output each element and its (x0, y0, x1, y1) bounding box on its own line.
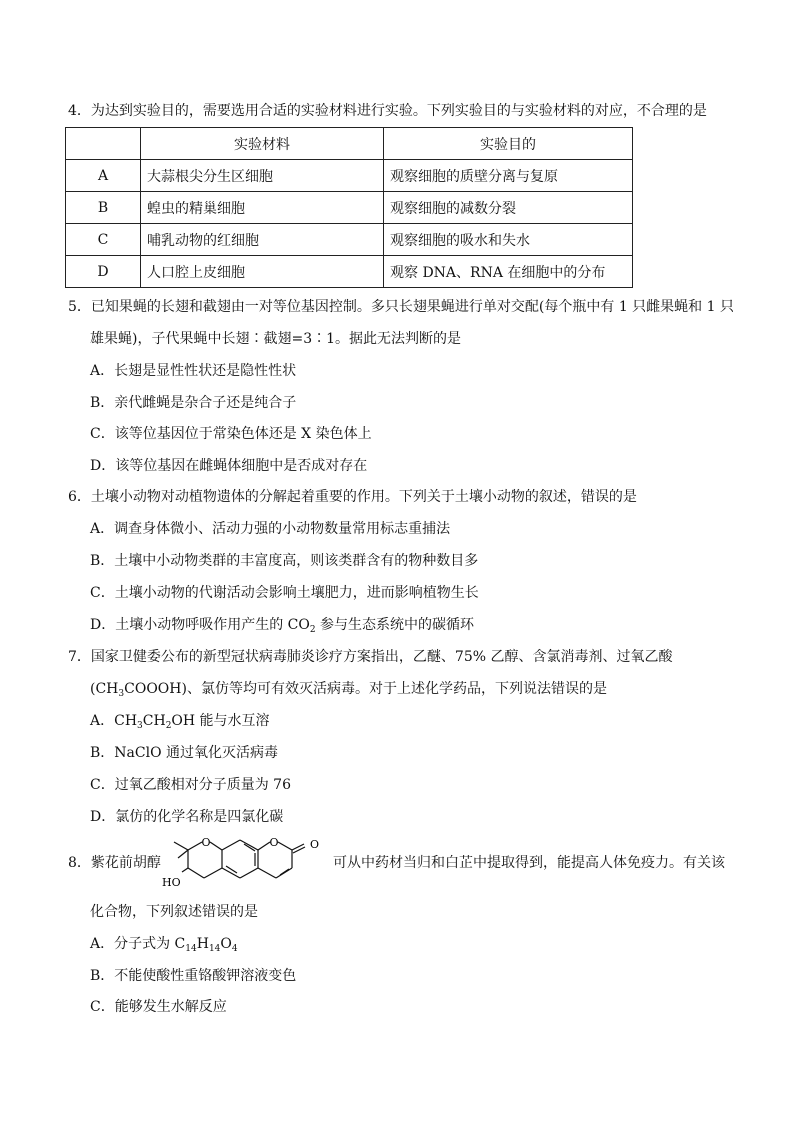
q5-option-c: C．该等位基因位于常染色体还是 X 染色体上 (90, 426, 372, 442)
structure-bonds (174, 840, 305, 878)
subscript: 3 (118, 689, 125, 699)
row-label: B (66, 192, 141, 224)
structure-oxygen-label: O (310, 838, 320, 851)
row-purpose: 观察细胞的吸水和失水 (384, 224, 633, 256)
subscript: 4 (231, 944, 238, 954)
row-material: 人口腔上皮细胞 (141, 256, 384, 288)
q7-option-b: B．NaClO 通过氧化灭活病毒 (90, 745, 279, 761)
q7-text: (CH (90, 681, 119, 697)
q7-text: OH 能与水互溶 (171, 713, 270, 729)
row-label: A (66, 160, 141, 192)
subscript: 3 (137, 721, 143, 731)
row-material: 大蒜根尖分生区细胞 (141, 160, 384, 192)
q7-stem-line1: 7．国家卫健委公布的新型冠状病毒肺炎诊疗方案指出，乙醚、75% 乙醇、含氯消毒剂、过氧乙酸 (68, 649, 673, 665)
q8-option-a (90, 934, 238, 954)
q6-option-c: C．土壤小动物的代谢活动会影响土壤肥力，进而影响植物生长 (90, 585, 479, 601)
q5-option-a: A．长翅是显性性状还是隐性性状 (90, 363, 297, 379)
q4-stem: 4．为达到实验目的，需要选用合适的实验材料进行实验。下列实验目的与实验材料的对应，不合理的是 (68, 103, 707, 119)
q7-text: COOOH)、氯仿等均可有效灭活病毒。对于上述化学药品，下列说法错误的是 (124, 681, 607, 697)
subscript: 2 (165, 721, 172, 731)
q7-text: A．CH (90, 713, 138, 729)
table-row (66, 256, 633, 288)
q8-stem-line2: 化合物，下列叙述错误的是 (90, 904, 258, 920)
q6-option-a: A．调查身体微小、活动力强的小动物数量常用标志重捕法 (90, 521, 451, 537)
q4-table (65, 127, 633, 288)
table-header-cell: 实验材料 (141, 128, 384, 160)
subscript: 14 (208, 944, 221, 954)
row-material: 蝗虫的精巢细胞 (141, 192, 384, 224)
structure-hydroxyl-label: HO (162, 876, 181, 889)
subscript: 14 (185, 944, 197, 954)
row-purpose: 观察细胞的减数分裂 (384, 192, 633, 224)
q8-stem-start: 8．紫花前胡醇 (68, 855, 161, 871)
q5-option-d: D．该等位基因在雌蝇体细胞中是否成对存在 (90, 458, 368, 474)
table-header-cell: 实验目的 (384, 128, 633, 160)
q6-option-b: B．土壤中小动物类群的丰富度高，则该类群含有的物种数目多 (90, 553, 479, 569)
q8-text: H (196, 936, 209, 952)
subscript: 2 (309, 625, 316, 635)
table-header-row (66, 128, 633, 160)
row-material: 哺乳动物的红细胞 (141, 224, 384, 256)
q7-option-d: D．氯仿的化学名称是四氯化碳 (90, 809, 284, 825)
q8-option-c: C．能够发生水解反应 (90, 999, 227, 1015)
q6-option-d (90, 615, 474, 635)
q8-option-b: B．不能使酸性重铬酸钾溶液变色 (90, 968, 297, 984)
row-purpose: 观察 DNA、RNA 在细胞中的分布 (384, 256, 633, 288)
row-label: C (66, 224, 141, 256)
table-row (66, 224, 633, 256)
q6-option-d-text: 参与生态系统中的碳循环 (315, 617, 475, 633)
structure-oxygen-label: O (269, 836, 279, 849)
table-row (66, 192, 633, 224)
q7-option-c: C．过氧乙酸相对分子质量为 76 (90, 777, 291, 793)
q7-option-a (90, 711, 270, 731)
q5-stem-line1: 5．已知果蝇的长翅和截翅由一对等位基因控制。多只长翅果蝇进行单对交配(每个瓶中有 1 只雌果蝇和 1 只 (68, 299, 734, 315)
q7-stem-line2 (90, 679, 607, 699)
q6-stem: 6．土壤小动物对动植物遗体的分解起着重要的作用。下列关于土壤小动物的叙述，错误的是 (68, 489, 637, 505)
q5-option-b: B．亲代雌蝇是杂合子还是纯合子 (90, 395, 297, 411)
q5-stem-line2: 雄果蝇)，子代果蝇中长翅∶截翅=3∶1。据此无法判断的是 (90, 331, 462, 347)
structure-oxygen-label: O (201, 836, 211, 849)
row-label: D (66, 256, 141, 288)
q8-text: A．分子式为 C (90, 936, 186, 952)
structure-formula-diagram (160, 836, 335, 894)
q6-option-d-text: D．土壤小动物呼吸作用产生的 CO (90, 617, 310, 633)
q8-stem-end: 可从中药材当归和白芷中提取得到，能提高人体免疫力。有关该 (333, 855, 725, 871)
q8-text: O (220, 936, 232, 952)
row-purpose: 观察细胞的质壁分离与复原 (384, 160, 633, 192)
table-header-cell (66, 128, 141, 160)
table-row (66, 160, 633, 192)
q7-text: CH (142, 713, 166, 729)
